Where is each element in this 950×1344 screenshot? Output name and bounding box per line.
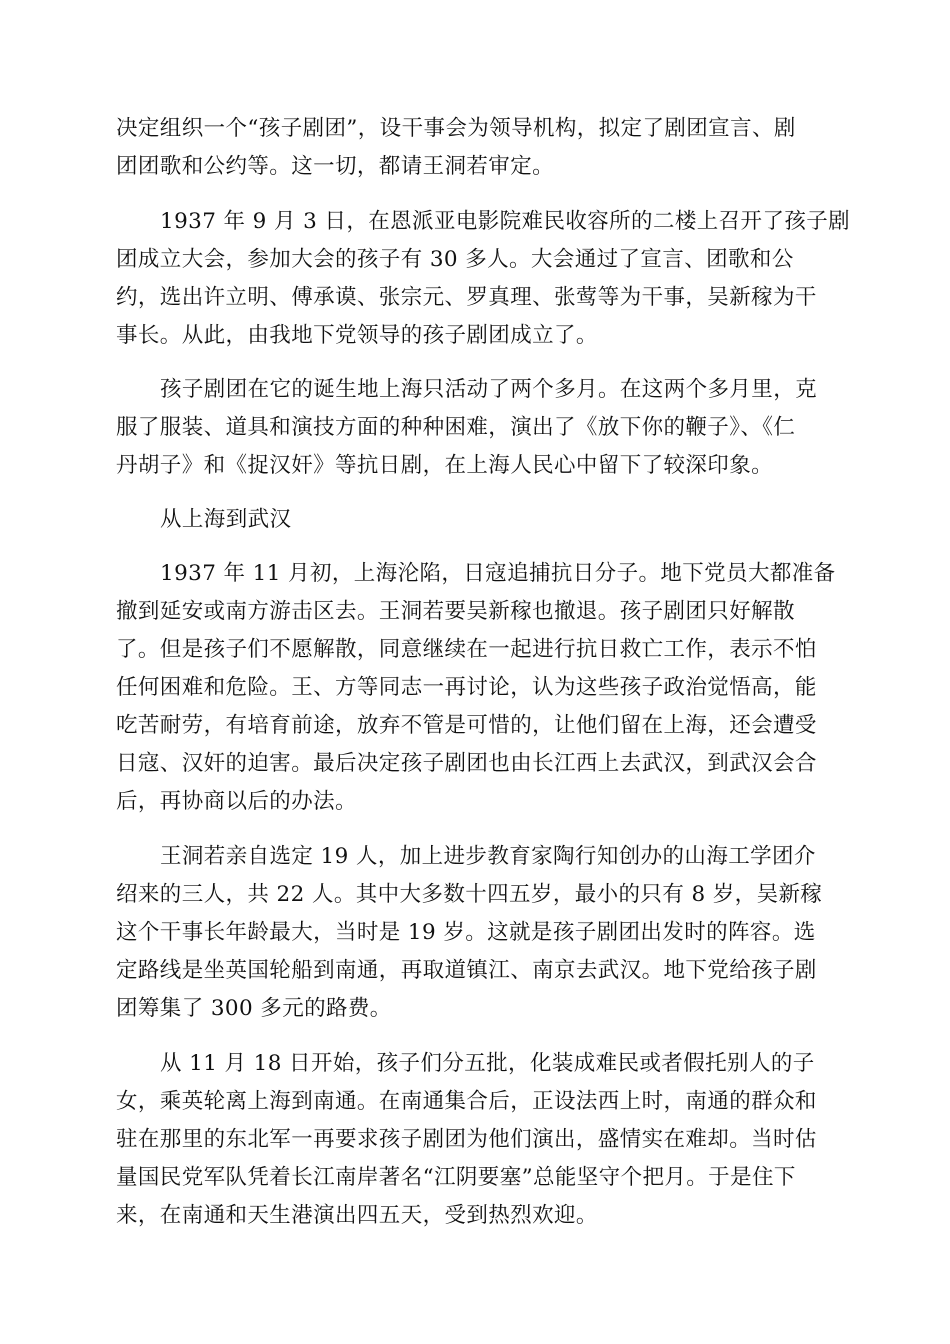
paragraph-line: 了。但是孩子们不愿解散，同意继续在一起进行抗日救亡工作，表示不怕 xyxy=(116,637,817,662)
paragraph-line: 绍来的三人，共 22 人。其中大多数十四五岁，最小的只有 8 岁，吴新稼 xyxy=(116,882,823,907)
paragraph-line: 王洞若亲自选定 19 人，加上进步教育家陶行知创办的山海工学团介 xyxy=(160,844,816,869)
paragraph-line: 事长。从此，由我地下党领导的孩子剧团成立了。 xyxy=(116,323,598,348)
paragraph-line: 服了服装、道具和演技方面的种种困难，演出了《放下你的鞭子》、《仁 xyxy=(116,415,796,440)
paragraph-line: 女，乘英轮离上海到南通。在南通集合后，正设法西上时，南通的群众和 xyxy=(116,1089,817,1114)
paragraph-line: 1937 年 9 月 3 日，在恩派亚电影院难民收容所的二楼上召开了孩子剧 xyxy=(160,209,851,234)
paragraph-line: 团筹集了 300 多元的路费。 xyxy=(116,996,392,1021)
paragraph-line: 从 11 月 18 日开始，孩子们分五批，化装成难民或者假托别人的子 xyxy=(160,1051,815,1076)
paragraph-line: 定路线是坐英国轮船到南通，再取道镇江、南京去武汉。地下党给孩子剧 xyxy=(116,958,817,983)
paragraph-line: 这个干事长年龄最大，当时是 19 岁。这就是孩子剧团出发时的阵容。选 xyxy=(116,920,816,945)
paragraph-line: 吃苦耐劳，有培育前途，放弃不管是可惜的，让他们留在上海，还会遭受 xyxy=(116,713,817,738)
paragraph-line: 团成立大会，参加大会的孩子有 30 多人。大会通过了宣言、团歌和公 xyxy=(116,247,794,272)
paragraph-line: 后，再协商以后的办法。 xyxy=(116,789,357,814)
paragraph-line: 驻在那里的东北军一再要求孩子剧团为他们演出，盛情实在难却。当时估 xyxy=(116,1127,817,1152)
paragraph-line: 任何困难和危险。王、方等同志一再讨论，认为这些孩子政治觉悟高，能 xyxy=(116,675,817,700)
paragraph-line: 丹胡子》和《捉汉奸》等抗日剧，在上海人民心中留下了较深印象。 xyxy=(116,453,774,478)
paragraph-line: 1937 年 11 月初，上海沦陷，日寇追捕抗日分子。地下党员大都准备 xyxy=(160,561,836,586)
paragraph-line: 来，在南通和天生港演出四五天，受到热烈欢迎。 xyxy=(116,1203,598,1228)
paragraph-line: 量国民党军队凭着长江南岸著名“江阴要塞”总能坚守个把月。于是住下 xyxy=(116,1165,796,1190)
paragraph-line: 约，选出许立明、傅承谟、张宗元、罗真理、张莺等为干事，吴新稼为干 xyxy=(116,285,817,310)
paragraph-line: 日寇、汉奸的迫害。最后决定孩子剧团也由长江西上去武汉，到武汉会合 xyxy=(116,751,817,776)
paragraph-line: 孩子剧团在它的诞生地上海只活动了两个多月。在这两个多月里，克 xyxy=(160,377,818,402)
paragraph-line: 决定组织一个“孩子剧团”，设干事会为领导机构，拟定了剧团宣言、剧 xyxy=(116,116,796,141)
paragraph-line: 团团歌和公约等。这一切，都请王洞若审定。 xyxy=(116,154,555,179)
paragraph-line: 撤到延安或南方游击区去。王洞若要吴新稼也撤退。孩子剧团只好解散 xyxy=(116,599,795,624)
section-heading-text: 从上海到武汉 xyxy=(160,507,292,532)
